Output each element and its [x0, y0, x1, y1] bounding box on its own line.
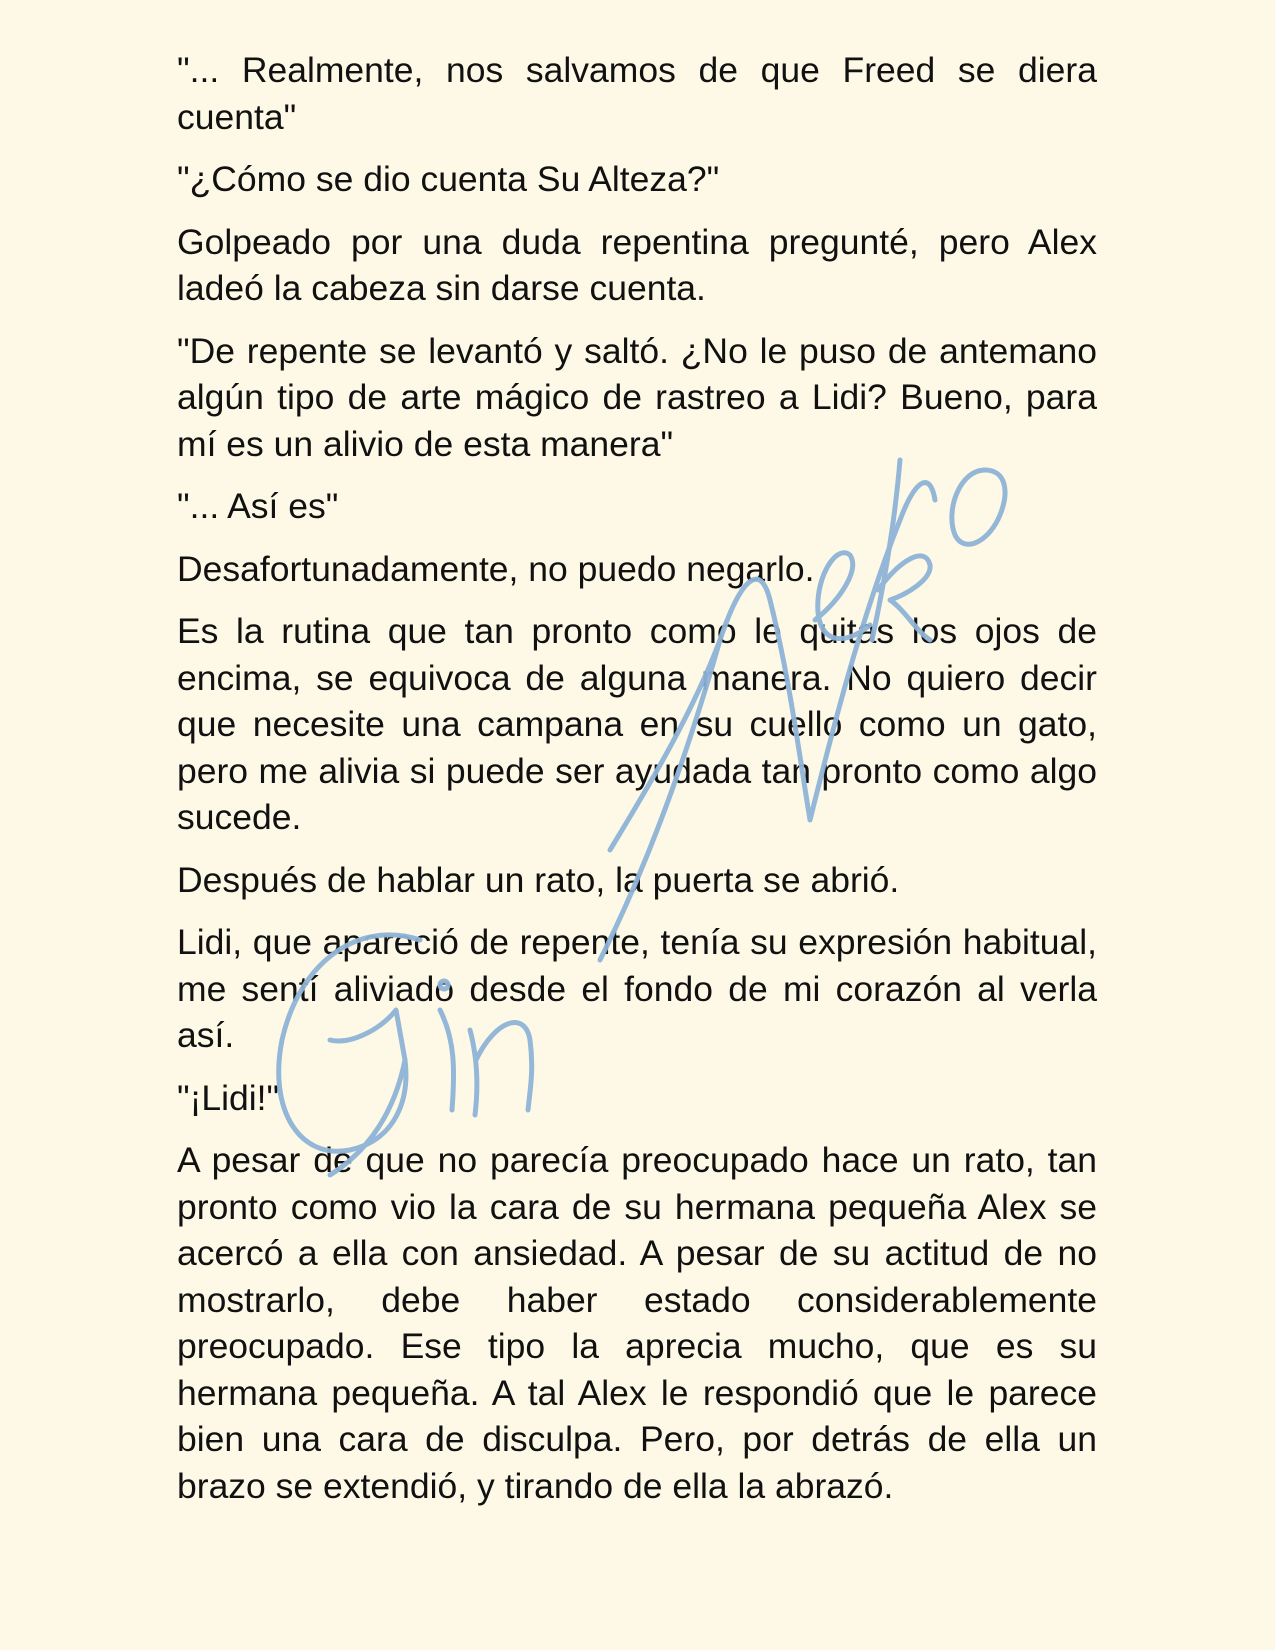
paragraph: A pesar de que no parecía preocupado hace un rato, tan pronto como vio la cara de su hermana pequeña Alex se acercó a ella con ansiedad. A pesar de su actitud de no mostrarlo, debe haber estado considerablemente preocupado. Ese tipo la aprecia mucho, que es su hermana pequeña. A tal Alex le respondió que le parece bien una cara de disculpa. Pero, por detrás de ella un brazo se extendió, y tirando de ella la abrazó. [177, 1140, 1097, 1506]
paragraph: "¿Cómo se dio cuenta Su Alteza?" [177, 159, 720, 199]
paragraph: "... Realmente, nos salvamos de que Freed se diera cuenta" [177, 50, 1097, 137]
paragraph: Después de hablar un rato, la puerta se abrió. [177, 859, 900, 900]
paragraph: "... Así es" [177, 486, 339, 526]
paragraph: Desafortunadamente, no puedo negarlo. [177, 548, 815, 589]
paragraph: Es la rutina que tan pronto como le quitas los ojos de encima, se equivoca de alguna manera. No quiero decir que necesite una campana en su cuello como un gato, pero me alivia si puede ser ayudada tan pronto como algo sucede. [177, 611, 1097, 837]
paragraph: Golpeado por una duda repentina pregunté, pero Alex ladeó la cabeza sin darse cuenta. [177, 221, 1097, 308]
paragraph: "De repente se levantó y saltó. ¿No le puso de antemano algún tipo de arte mágico de rastreo a Lidi? Bueno, para mí es un alivio de esta manera" [177, 330, 1097, 464]
paragraph: Lidi, que apareció de repente, tenía su expresión habitual, me sentí aliviado desde el fondo de mi corazón al verla así. [177, 922, 1097, 1055]
paragraph: "¡Lidi!" [177, 1077, 280, 1118]
text-column [177, 47, 1097, 1525]
